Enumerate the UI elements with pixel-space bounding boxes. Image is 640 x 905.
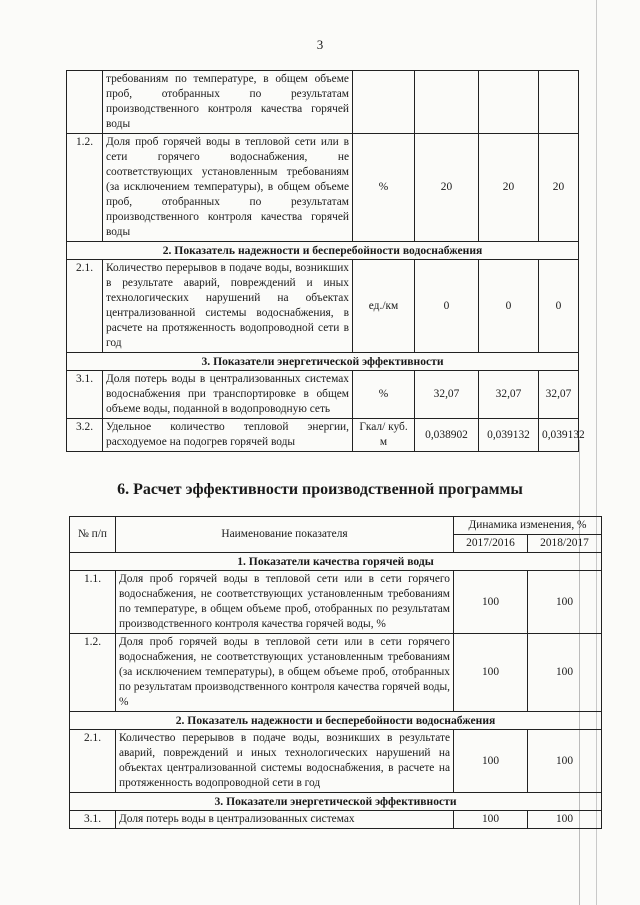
indicator-text: Доля потерь воды в централизованных системах bbox=[116, 811, 454, 829]
row-number: 3.1. bbox=[70, 811, 116, 829]
value-cell: 20 bbox=[539, 134, 579, 242]
value-cell: 100 bbox=[528, 811, 602, 829]
table-row bbox=[67, 419, 579, 452]
header-year: 2018/2017 bbox=[528, 535, 602, 553]
header-name: Наименование показателя bbox=[116, 517, 454, 553]
section-heading: 2. Показатель надежности и бесперебойности водоснабжения bbox=[67, 242, 579, 260]
row-number: 1.2. bbox=[70, 634, 116, 712]
indicator-text: Доля проб горячей воды в тепловой сети или в сети горячего водоснабжения, не соответствующих установленным требованиям по температуре, в общем объеме проб, отобранных по результатам производственного контроля качества горячей воды, % bbox=[116, 571, 454, 634]
indicator-text: требованиям по температуре, в общем объеме проб, отобранных по результатам производственного контроля качества горячей воды bbox=[103, 71, 353, 134]
indicator-text: Доля проб горячей воды в тепловой сети или в сети горячего водоснабжения, не соответствующих установленным требованиям (за исключением температуры), в общем объеме проб, отобранных по результатам производственного контроля качества горячей воды bbox=[103, 134, 353, 242]
unit-cell bbox=[353, 71, 415, 134]
unit-cell: ед./км bbox=[353, 260, 415, 353]
section-row bbox=[67, 242, 579, 260]
section-6-title: 6. Расчет эффективности производственной программы bbox=[117, 481, 523, 498]
value-cell: 0,039132 bbox=[539, 419, 579, 452]
value-cell: 0 bbox=[539, 260, 579, 353]
table-row bbox=[70, 571, 602, 634]
value-cell: 0,038902 bbox=[415, 419, 479, 452]
value-cell bbox=[415, 71, 479, 134]
value-cell: 100 bbox=[528, 634, 602, 712]
value-cell: 32,07 bbox=[479, 371, 539, 419]
header-num: № п/п bbox=[70, 517, 116, 553]
header-year: 2017/2016 bbox=[454, 535, 528, 553]
section-heading: 3. Показатели энергетической эффективности bbox=[67, 353, 579, 371]
header-dynamics: Динамика изменения, % bbox=[454, 517, 602, 535]
value-cell bbox=[539, 71, 579, 134]
indicator-text: Доля проб горячей воды в тепловой сети или в сети горячего водоснабжения, не соответствующих установленным требованиям (за исключением температуры), в общем объеме проб, отобранных по результатам производственного контроля качества горячей воды, % bbox=[116, 634, 454, 712]
value-cell: 0 bbox=[479, 260, 539, 353]
value-cell: 32,07 bbox=[539, 371, 579, 419]
table-row bbox=[70, 634, 602, 712]
unit-cell: % bbox=[353, 134, 415, 242]
indicators-table bbox=[66, 70, 585, 452]
indicator-text: Количество перерывов в подаче воды, возникших в результате аварий, повреждений и иных технологических нарушений на объектах централизованной системы водоснабжения, в расчете на протяженность водопроводной сети в год bbox=[116, 730, 454, 793]
table-row bbox=[70, 730, 602, 793]
row-number: 2.1. bbox=[70, 730, 116, 793]
section-row bbox=[70, 553, 602, 571]
indicator-text: Доля потерь воды в централизованных системах водоснабжения при транспортировке в общем объеме воды, поданной в водопроводную сеть bbox=[103, 371, 353, 419]
value-cell: 100 bbox=[454, 634, 528, 712]
row-number: 1.1. bbox=[70, 571, 116, 634]
unit-cell: % bbox=[353, 371, 415, 419]
value-cell: 100 bbox=[528, 730, 602, 793]
section-heading: 3. Показатели энергетической эффективности bbox=[70, 793, 602, 811]
row-number: 2.1. bbox=[67, 260, 103, 353]
page-number: 3 bbox=[316, 37, 324, 52]
efficiency-table bbox=[69, 516, 602, 829]
section-row bbox=[67, 353, 579, 371]
section-heading: 2. Показатель надежности и бесперебойности водоснабжения bbox=[70, 712, 602, 730]
value-cell: 0,039132 bbox=[479, 419, 539, 452]
section-row bbox=[70, 712, 602, 730]
value-cell bbox=[479, 71, 539, 134]
value-cell: 100 bbox=[454, 730, 528, 793]
indicator-text: Удельное количество тепловой энергии, расходуемое на подогрев горячей воды bbox=[103, 419, 353, 452]
table-row bbox=[67, 134, 579, 242]
value-cell: 0 bbox=[415, 260, 479, 353]
value-cell: 100 bbox=[454, 811, 528, 829]
row-number: 3.2. bbox=[67, 419, 103, 452]
table-row bbox=[67, 260, 579, 353]
row-number: 1.2. bbox=[67, 134, 103, 242]
value-cell: 20 bbox=[479, 134, 539, 242]
indicator-text: Количество перерывов в подаче воды, возникших в результате аварий, повреждений и иных технологических нарушений на объектах централизованной системы водоснабжения, в расчете на протяженность водопроводной сети в год bbox=[103, 260, 353, 353]
value-cell: 32,07 bbox=[415, 371, 479, 419]
section-heading: 1. Показатели качества горячей воды bbox=[70, 553, 602, 571]
value-cell: 20 bbox=[415, 134, 479, 242]
unit-cell: Гкал/ куб. м bbox=[353, 419, 415, 452]
row-number bbox=[67, 71, 103, 134]
value-cell: 100 bbox=[528, 571, 602, 634]
table-row bbox=[67, 371, 579, 419]
row-number: 3.1. bbox=[67, 371, 103, 419]
table-row bbox=[67, 71, 579, 134]
section-row bbox=[70, 793, 602, 811]
table-row bbox=[70, 811, 602, 829]
value-cell: 100 bbox=[454, 571, 528, 634]
